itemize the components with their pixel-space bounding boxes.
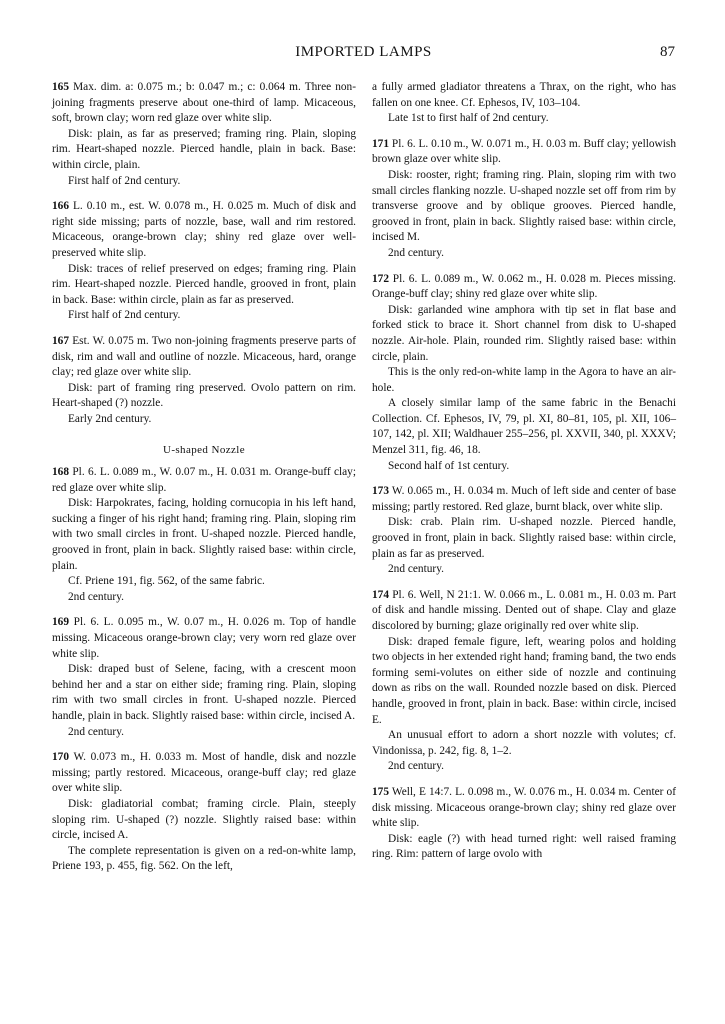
entry-text: Disk: draped bust of Selene, facing, with a crescent moon behind her and a star on either side; framing ring. Plain, sloping rim with two small circles in front. U-shaped nozzle. Pierced handle, plain in back. Slightly raised base: within circle, incised A. — [52, 663, 356, 722]
entry-text: This is the only red-on-white lamp in the Agora to have an air-hole. — [372, 366, 676, 394]
entry-paragraph — [52, 496, 356, 574]
catalogue-entry — [52, 199, 356, 324]
entry-paragraph — [372, 484, 676, 515]
entry-paragraph — [52, 844, 356, 875]
entry-paragraph — [372, 246, 676, 262]
entry-text: 2nd century. — [388, 760, 444, 773]
left-column-entries-b — [52, 465, 356, 875]
entry-text: W. 0.065 m., H. 0.034 m. Much of left side and center of base missing; partly restored. Red glaze, burnt black, over white slip. — [372, 485, 676, 513]
entry-number: 173 — [372, 485, 390, 498]
entry-paragraph — [372, 137, 676, 168]
entry-paragraph — [372, 832, 676, 863]
entry-text: Disk: Harpokrates, facing, holding cornucopia in his left hand, sucking a finger of his right hand; framing ring. Plain, sloping rim with two small circles in front. U-shaped nozzle. Pierced handle, grooved in front, plain in back. Slightly raised base: within circle, plain. — [52, 497, 356, 572]
entry-text: First half of 2nd century. — [68, 174, 181, 187]
entry-paragraph — [52, 334, 356, 381]
entry-paragraph — [52, 797, 356, 844]
entry-text: Pl. 6. L. 0.089 m., W. 0.07 m., H. 0.031 m. Orange-buff clay; red glaze over white slip. — [52, 466, 356, 494]
catalogue-entry — [372, 272, 676, 475]
entry-paragraph — [52, 750, 356, 797]
right-column — [372, 80, 676, 873]
left-column — [52, 80, 356, 885]
entry-text: Second half of 1st century. — [388, 459, 510, 472]
catalogue-entry — [52, 465, 356, 605]
entry-text: 2nd century. — [68, 590, 124, 603]
entry-text: Max. dim. a: 0.075 m.; b: 0.047 m.; c: 0.064 m. Three non-joining fragments preserve about one-third of lamp. Micaceous, soft, brown clay; worn red glaze over white slip. — [52, 81, 356, 125]
catalogue-entry — [372, 80, 676, 127]
entry-paragraph — [52, 615, 356, 662]
entry-number: 174 — [372, 588, 390, 601]
entry-paragraph — [372, 80, 676, 111]
catalogue-entry — [372, 785, 676, 863]
entry-text: Late 1st to first half of 2nd century. — [388, 112, 549, 125]
entry-text: 2nd century. — [388, 563, 444, 576]
entry-text: 2nd century. — [388, 246, 444, 259]
entry-number: 165 — [52, 81, 70, 93]
entry-paragraph — [52, 199, 356, 261]
running-title: IMPORTED LAMPS — [295, 44, 432, 60]
entry-text: Disk: plain, as far as preserved; framing ring. Plain, sloping rim. Heart-shaped nozzle. Pierced handle, plain in back. Base: within circle, plain. — [52, 127, 356, 171]
entry-text: A closely similar lamp of the same fabric in the Benachi Collection. Cf. Ephesos, IV, 79, pl. XI, 80–81, 105, pl. XII, 106–107, 142, pl. XII; Waldhauer 255–256, pl. XXVII, 340, pl. XXXV; Menzel 311, fig. 46, 18. — [372, 397, 676, 457]
entry-text: Pl. 6. L. 0.10 m., W. 0.071 m., H. 0.03 m. Buff clay; yellowish brown glaze over white slip. — [372, 137, 676, 166]
section-heading: U-shaped Nozzle — [162, 444, 246, 457]
entry-text: L. 0.10 m., est. W. 0.078 m., H. 0.025 m. Much of disk and right side missing; parts of nozzle, base, wall and rim restored. Micaceous, orange-brown clay; shiny red glaze over well-preserved white slip. — [52, 200, 356, 259]
entry-paragraph — [372, 728, 676, 759]
entry-paragraph — [372, 168, 676, 246]
catalogue-entry — [52, 615, 356, 740]
catalogue-entry — [372, 484, 676, 578]
entry-number: 169 — [52, 616, 70, 629]
entry-paragraph — [372, 303, 676, 365]
entry-paragraph — [52, 127, 356, 174]
entry-paragraph — [372, 635, 676, 729]
entry-paragraph — [52, 262, 356, 309]
entry-text: Disk: eagle (?) with head turned right: well raised framing ring. Rim: pattern of large ovolo with — [372, 832, 676, 861]
entry-paragraph — [372, 588, 676, 635]
entry-text: Disk: crab. Plain rim. U-shaped nozzle. Pierced handle, grooved in front, plain in back. Slightly raised base: within circle, plain as far as preserved. — [372, 516, 676, 560]
entry-text: First half of 2nd century. — [68, 309, 181, 322]
entry-paragraph — [372, 759, 676, 775]
entry-text: Early 2nd century. — [68, 412, 152, 425]
entry-text: Disk: traces of relief preserved on edges; framing ring. Plain rim. Heart-shaped nozzle. Pierced handle, grooved in front, plain in back. Base: within circle, plain as far as preserved. — [52, 262, 356, 306]
entry-text: Disk: gladiatorial combat; framing circle. Plain, steeply sloping rim. U-shaped (?) nozzle. Slightly raised base: within circle, incised A. — [52, 797, 356, 842]
entry-number: 170 — [52, 751, 70, 764]
catalogue-entry — [372, 588, 676, 775]
catalogue-entry — [52, 334, 356, 428]
entry-paragraph — [52, 465, 356, 496]
entry-paragraph — [52, 662, 356, 724]
entry-paragraph — [372, 562, 676, 578]
entry-text: The complete representation is given on a red-on-white lamp, Priene 193, p. 455, fig. 562. On the left, — [52, 844, 356, 873]
entry-paragraph — [372, 515, 676, 562]
entry-text: Disk: part of framing ring preserved. Ovolo pattern on rim. Heart-shaped (?) nozzle. — [52, 381, 356, 410]
entry-text: An unusual effort to adorn a short nozzle with volutes; cf. Vindonissa, p. 242, fig. 8, 1–2. — [372, 729, 676, 757]
catalogue-entry — [52, 750, 356, 875]
entry-paragraph — [372, 396, 676, 458]
page-number: 87 — [660, 44, 675, 60]
entry-paragraph — [52, 80, 356, 127]
entry-paragraph — [372, 459, 676, 475]
entry-number: 167 — [52, 334, 70, 347]
entry-text: Disk: rooster, right; framing ring. Plain, sloping rim with two small circles flanking nozzle. U-shaped nozzle set off from rim by transverse groove and by oblique grooves. Pierced handle, grooved in front, plain in back. Slightly raised base: within circle, incised M. — [372, 168, 676, 244]
entry-paragraph — [52, 381, 356, 412]
entry-number: 175 — [372, 785, 390, 798]
entry-paragraph — [52, 590, 356, 606]
entry-paragraph — [52, 725, 356, 741]
entry-text: Pl. 6. L. 0.095 m., W. 0.07 m., H. 0.026 m. Top of handle missing. Micaceous orange-brown clay; very worn red glaze over white slip. — [52, 616, 356, 660]
entry-text: Disk: draped female figure, left, wearing polos and holding two objects in her extended right hand; framing band, the two ends forming semi-volutes on either side of nozzle and continuing down as ribs on the wall. Rounded nozzle based on disk. Pierced handle, grooved in front, plain in back. Base: within circle, incised E. — [372, 635, 676, 726]
entry-paragraph — [52, 308, 356, 324]
entry-text: W. 0.073 m., H. 0.033 m. Most of handle, disk and nozzle missing; partly restored. Micaceous, orange-buff clay; red glaze over white slip. — [52, 751, 356, 795]
entry-paragraph — [52, 574, 356, 590]
entry-text: Disk: garlanded wine amphora with tip set in flat base and forked stick to brace it. Short channel from disk to U-shaped nozzle. Air-hole. Plain, rounded rim. Slightly raised base: within circle, plain. — [372, 303, 676, 363]
catalogue-entry — [372, 137, 676, 262]
entry-paragraph — [372, 785, 676, 832]
entry-text: Cf. Priene 191, fig. 562, of the same fabric. — [68, 575, 265, 588]
entry-paragraph — [372, 272, 676, 303]
entry-paragraph — [372, 111, 676, 127]
entry-text: Pl. 6. Well, N 21:1. W. 0.066 m., L. 0.081 m., H. 0.03 m. Part of disk and handle missing. Dented out of shape. Clay and glaze discolored by burning; glaze originally red over white slip. — [372, 588, 676, 632]
entry-text: Well, E 14:7. L. 0.098 m., W. 0.076 m., H. 0.034 m. Center of disk missing. Micaceous orange-brown clay; shiny red glaze over white slip. — [372, 785, 676, 830]
entry-text: Est. W. 0.075 m. Two non-joining fragments preserve parts of disk, rim and wall and outline of nozzle. Micaceous, hard, orange clay; red glaze over white slip. — [52, 334, 356, 379]
entry-number: 171 — [372, 137, 390, 150]
entry-text: Pl. 6. L. 0.089 m., W. 0.062 m., H. 0.028 m. Pieces missing. Orange-buff clay; shiny red glaze over white slip. — [372, 272, 676, 301]
entry-number: 168 — [52, 466, 70, 479]
entry-paragraph — [52, 174, 356, 190]
entry-number: 172 — [372, 272, 390, 285]
entry-number: 166 — [52, 200, 70, 213]
entry-text: 2nd century. — [68, 725, 124, 738]
page-header — [52, 44, 675, 68]
entry-text: a fully armed gladiator threatens a Thrax, on the right, who has fallen on one knee. Cf. Ephesos, IV, 103–104. — [372, 81, 676, 109]
right-column-entries — [372, 80, 676, 863]
left-column-entries-a — [52, 80, 356, 427]
entry-paragraph — [372, 365, 676, 396]
entry-paragraph — [52, 412, 356, 428]
catalogue-entry — [52, 80, 356, 189]
